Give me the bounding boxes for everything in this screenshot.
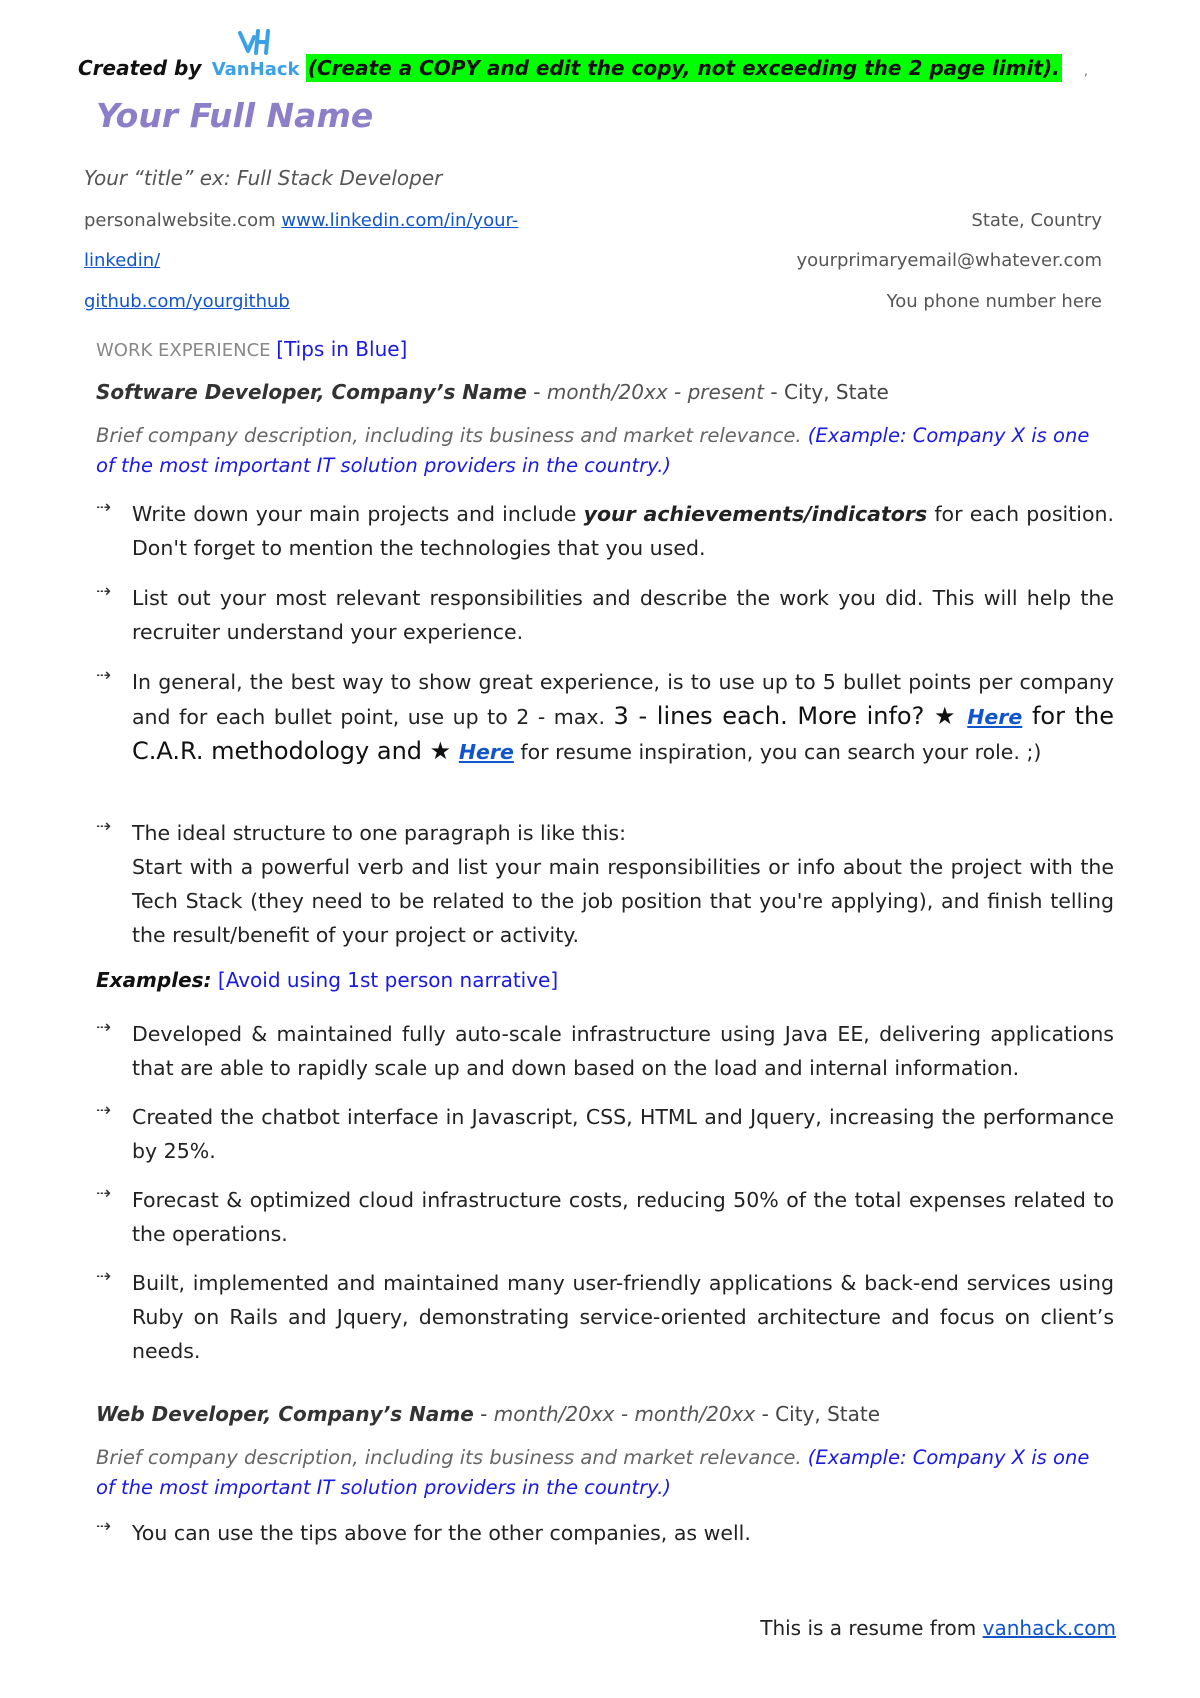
examples-label: Examples: bbox=[96, 968, 212, 992]
vanhack-logo-text: VanHack bbox=[211, 59, 300, 80]
bullet-3-text-big1: 3 - lines each. More info? ★ bbox=[613, 702, 968, 730]
bullet-3-text-b: for resume inspiration, you can search your role. ;) bbox=[513, 740, 1042, 764]
bullet-1-text-a: Write down your main projects and include bbox=[132, 502, 584, 526]
bullet-3-text-a: In general, the best way to show great experience, is to use up to 5 bullet points per company and for each bullet point, use up to 2 - max. bbox=[132, 670, 1114, 729]
job-2-location: City, State bbox=[775, 1402, 881, 1426]
job-1-desc-text: Brief company description, including its business and market relevance. bbox=[96, 424, 802, 447]
job-1-sep1: - bbox=[526, 380, 547, 404]
example-bullet-2 bbox=[96, 1100, 1114, 1168]
examples-heading bbox=[96, 968, 558, 992]
example-bullet-4 bbox=[96, 1266, 1114, 1368]
arrow-icon: ⇢ bbox=[96, 1017, 112, 1038]
job-1-role: Software Developer, Company’s Name bbox=[96, 380, 527, 404]
bullet-2-text: List out your most relevant responsibilities and describe the work you did. This will help the recruiter understand your experience. bbox=[132, 586, 1114, 644]
linkedin-link-continued[interactable]: linkedin/ bbox=[84, 250, 161, 271]
example-2-text: Created the chatbot interface in Javascript, CSS, HTML and Jquery, increasing the performance by 25%. bbox=[132, 1105, 1114, 1163]
arrow-icon: ⇢ bbox=[96, 1516, 112, 1537]
vanhack-logo bbox=[212, 59, 300, 80]
job-2-sep2: - bbox=[755, 1402, 776, 1426]
job-2-heading bbox=[96, 1402, 880, 1426]
phone: You phone number here bbox=[886, 291, 1102, 312]
bullet-4-rest: Start with a powerful verb and list your main responsibilities or info about the project with the Tech Stack (they need to be related to the job position that you're applying), and finish telling the result/benefit of your project or activity. bbox=[132, 855, 1114, 947]
arrow-icon: ⇢ bbox=[96, 1266, 112, 1287]
job-1-description bbox=[96, 421, 1114, 481]
example-bullet-3 bbox=[96, 1183, 1114, 1251]
location: State, Country bbox=[971, 210, 1102, 231]
bullet-3-text-big2: for the C.A.R. methodology and ★ bbox=[132, 702, 1114, 765]
job-2-desc-example: (Example: Company X is one of the most important IT solution providers in the country.) bbox=[96, 1446, 1090, 1499]
vanhack-logo-icon bbox=[238, 29, 272, 55]
car-methodology-here-link[interactable]: Here bbox=[967, 705, 1023, 729]
bullet-2 bbox=[96, 581, 1114, 649]
job-title: Your “title” ex: Full Stack Developer bbox=[84, 166, 443, 190]
bullet-1 bbox=[96, 497, 1114, 565]
footer bbox=[760, 1616, 1116, 1640]
stray-comma: , bbox=[1084, 64, 1088, 78]
arrow-icon: ⇢ bbox=[96, 665, 112, 686]
bullet-4-line1: The ideal structure to one paragraph is like this: bbox=[132, 821, 627, 845]
bullet-4 bbox=[96, 816, 1114, 952]
examples-tip: [Avoid using 1st person narrative] bbox=[217, 968, 559, 992]
contact-links-line1 bbox=[84, 210, 518, 231]
section-label: WORK EXPERIENCE bbox=[96, 340, 271, 361]
example-4-text: Built, implemented and maintained many user-friendly applications & back-end services using Ruby on Rails and Jquery, demonstrating service-oriented architecture and focus on client’s needs. bbox=[132, 1271, 1114, 1363]
job-2-desc-text: Brief company description, including its business and market relevance. bbox=[96, 1446, 802, 1469]
job-1-dates: month/20xx - present bbox=[546, 380, 765, 404]
copy-notice: (Create a COPY and edit the copy, not exceeding the 2 page limit). bbox=[307, 56, 1060, 80]
arrow-icon: ⇢ bbox=[96, 816, 112, 837]
github-link[interactable]: github.com/yourgithub bbox=[84, 291, 290, 312]
job-1-desc-example: (Example: Company X is one of the most important IT solution providers in the country.) bbox=[96, 424, 1090, 477]
bullet-3 bbox=[96, 665, 1114, 769]
full-name: Your Full Name bbox=[96, 96, 374, 135]
section-work-experience bbox=[96, 337, 407, 361]
resume-inspiration-here-link[interactable]: Here bbox=[458, 740, 514, 764]
example-1-text: Developed & maintained fully auto-scale infrastructure using Java EE, delivering applications that are able to rapidly scale up and down based on the load and internal information. bbox=[132, 1022, 1114, 1080]
created-by-label: Created by bbox=[78, 56, 202, 80]
vanhack-link[interactable]: vanhack.com bbox=[982, 1616, 1116, 1640]
job-1-location: City, State bbox=[784, 380, 889, 404]
job-2-bullet bbox=[96, 1516, 1114, 1550]
job-2-sep1: - bbox=[473, 1402, 494, 1426]
example-bullet-1 bbox=[96, 1017, 1114, 1085]
template-banner bbox=[78, 56, 1088, 82]
job-2-bullet-text: You can use the tips above for the other companies, as well. bbox=[132, 1521, 751, 1545]
job-2-role: Web Developer, Company’s Name bbox=[96, 1402, 474, 1426]
job-2-description bbox=[96, 1443, 1114, 1503]
job-1-heading bbox=[96, 380, 889, 404]
arrow-icon: ⇢ bbox=[96, 497, 112, 518]
example-3-text: Forecast & optimized cloud infrastructure costs, reducing 50% of the total expenses related to the operations. bbox=[132, 1188, 1114, 1246]
arrow-icon: ⇢ bbox=[96, 1183, 112, 1204]
personal-website: personalwebsite.com bbox=[84, 210, 276, 231]
job-2-dates: month/20xx - month/20xx bbox=[493, 1402, 756, 1426]
email: yourprimaryemail@whatever.com bbox=[796, 250, 1102, 271]
section-tip: [Tips in Blue] bbox=[276, 337, 408, 361]
bullet-1-text-b: for each position. Don't forget to mention the technologies that you used. bbox=[132, 502, 1115, 560]
arrow-icon: ⇢ bbox=[96, 1100, 112, 1121]
linkedin-link[interactable]: www.linkedin.com/in/your- bbox=[281, 210, 519, 231]
footer-text: This is a resume from bbox=[760, 1616, 983, 1640]
arrow-icon: ⇢ bbox=[96, 581, 112, 602]
job-1-sep2: - bbox=[764, 380, 784, 404]
bullet-1-bold: your achievements/indicators bbox=[583, 502, 928, 526]
